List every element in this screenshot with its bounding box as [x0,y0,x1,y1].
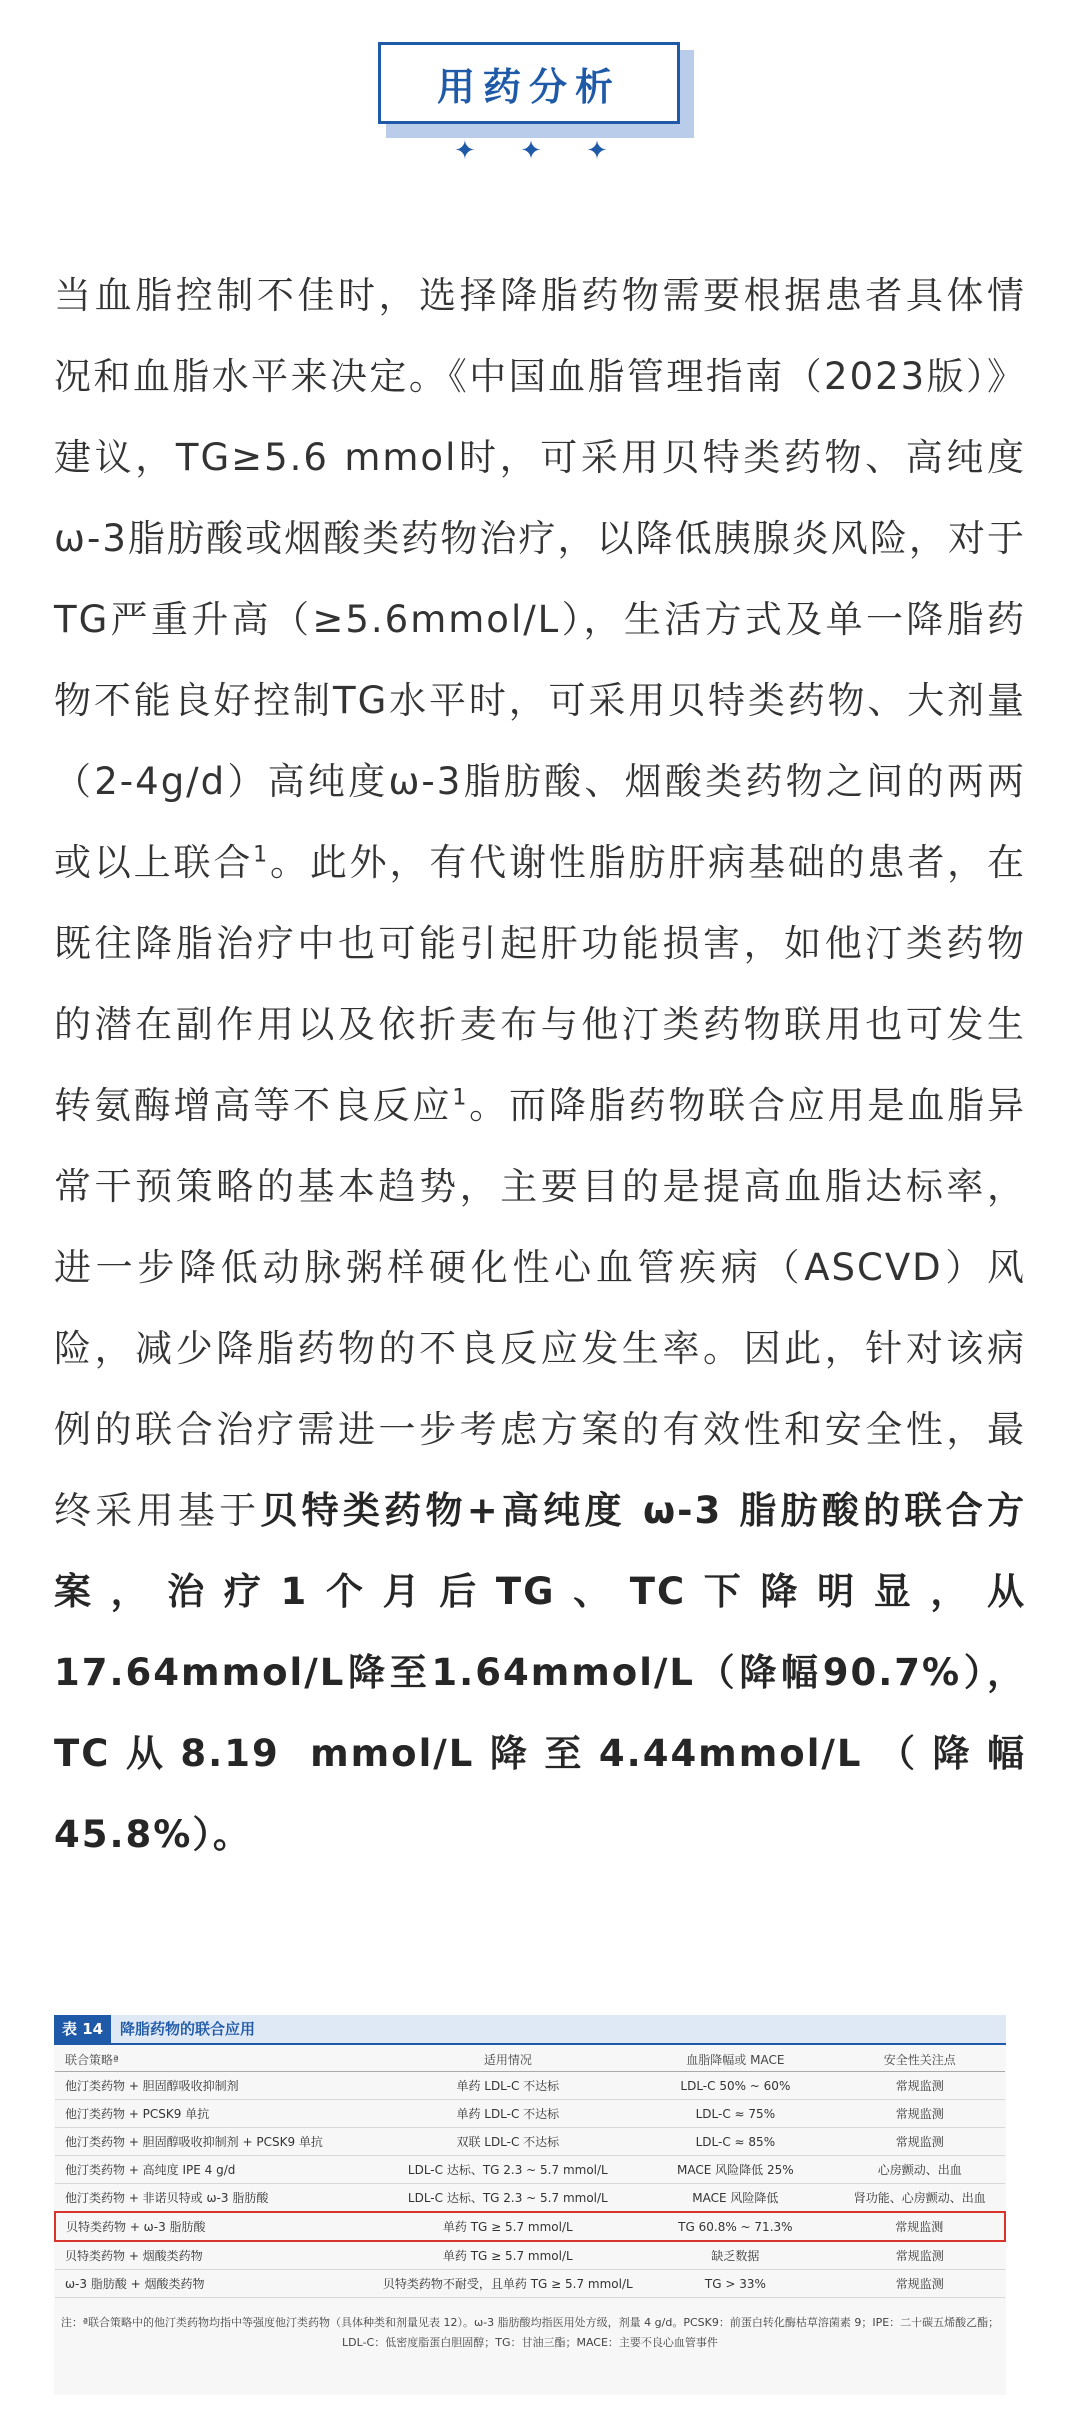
table-cell: 单药 LDL-C 不达标 [379,2100,636,2128]
table-row-highlighted [55,2212,1005,2241]
combination-table [54,2047,1006,2298]
table-header-row [55,2047,1005,2072]
table-cell: LDL-C ≈ 85% [636,2128,834,2156]
column-header: 安全性关注点 [834,2047,1005,2072]
section-header [0,30,1080,180]
table-cell: MACE 风险降低 25% [636,2156,834,2184]
column-header: 联合策略ª [55,2047,379,2072]
section-title: 用药分析 [436,64,621,109]
table-cell: TG > 33% [636,2270,834,2298]
table-cell: 常规监测 [834,2270,1005,2298]
reference-superscript: 1 [452,1085,469,1111]
table-cell: 他汀类药物 + 胆固醇吸收抑制剂 + PCSK9 单抗 [55,2128,379,2156]
table-cell: TG 60.8% ~ 71.3% [636,2212,834,2241]
table-title: 降脂药物的联合应用 [120,2020,256,2038]
table-footnote: 注：ª联合策略中的他汀类药物均指中等强度他汀类药物（具体种类和剂量见表 12）。ω-3 脂肪酸均指医用处方级，剂量 4 g/d。PCSK9：前蛋白转化酶枯草溶菌素 9；IPE：二十碳五烯酸乙酯；LDL-C：低密度脂蛋白胆固醇；TG：甘油三酯；MACE：主要不良心血管事件 [60,2316,1000,2349]
table-cell: 他汀类药物 + 胆固醇吸收抑制剂 [55,2072,379,2100]
table-cell: 贝特类药物 + 烟酸类药物 [55,2241,379,2270]
table-cell: LDL-C 达标、TG 2.3 ~ 5.7 mmol/L [379,2156,636,2184]
article-paragraph-part-3: 。而降脂药物联合应用是血脂异常干预策略的基本趋势，主要目的是提高血脂达标率，进一步降低动脉粥样硬化性心血管疾病（ASCVD）风险，减少降脂药物的不良反应发生率。因此，针对该病例的联合治疗需进一步考虑方案的有效性和安全性，最终采用基于 [54,1084,1027,1532]
section-title-box [378,42,680,124]
column-header: 适用情况 [379,2047,636,2072]
article-bold-result: 贝特类药物+高纯度 ω-3 脂肪酸的联合方案，治疗1个月后TG、TC下降明显，从17.64mmol/L降至1.64mmol/L（降幅90.7%），TC从8.19 mmol/L降至4.44mmol/L（降幅45.8%）。 [54,1489,1026,1856]
table-row [55,2156,1005,2184]
article-paragraph-part-1: 当血脂控制不佳时，选择降脂药物需要根据患者具体情况和血脂水平来决定。《中国血脂管理指南（2023版）》建议，TG≥5.6 mmol时，可采用贝特类药物、高纯度ω-3脂肪酸或烟酸类药物治疗，以降低胰腺炎风险，对于TG严重升高（≥5.6mmol/L），生活方式及单一降脂药物不能良好控制TG水平时，可采用贝特类药物、大剂量（2-4g/d）高纯度ω-3脂肪酸、烟酸类药物之间的两两或以上联合 [54,274,1026,884]
table-cell: 单药 LDL-C 不达标 [379,2072,636,2100]
table-cell: 缺乏数据 [636,2241,834,2270]
table-cell: 双联 LDL-C 不达标 [379,2128,636,2156]
table-cell: 常规监测 [834,2241,1005,2270]
table-row [55,2128,1005,2156]
table-number: 表 14 [54,2015,111,2043]
table-cell: 肾功能、心房颤动、出血 [834,2184,1005,2213]
column-header: 血脂降幅或 MACE [636,2047,834,2072]
table-cell: 常规监测 [834,2128,1005,2156]
star-decoration-icon: ✦ ✦ ✦ [454,136,626,166]
table-cell: LDL-C ≈ 75% [636,2100,834,2128]
table-cell: MACE 风险降低 [636,2184,834,2213]
table-cell: 心房颤动、出血 [834,2156,1005,2184]
table-cell: 单药 TG ≥ 5.7 mmol/L [379,2212,636,2241]
table-cell: 贝特类药物 + ω-3 脂肪酸 [55,2212,379,2241]
table-cell: 贝特类药物不耐受，且单药 TG ≥ 5.7 mmol/L [379,2270,636,2298]
table-cell: 单药 TG ≥ 5.7 mmol/L [379,2241,636,2270]
table-cell: 常规监测 [834,2212,1005,2241]
table-row [55,2072,1005,2100]
lipid-drug-combination-table [54,2015,1006,2395]
table-row [55,2241,1005,2270]
reference-superscript: 1 [253,842,270,868]
table-row [55,2270,1005,2298]
article-paragraph-part-2: 。此外，有代谢性脂肪肝病基础的患者，在既往降脂治疗中也可能引起肝功能损害，如他汀类药物的潜在副作用以及依折麦布与他汀类药物联用也可发生转氨酶增高等不良反应 [54,841,1027,1127]
table-cell: 他汀类药物 + 非诺贝特或 ω-3 脂肪酸 [55,2184,379,2213]
table-cell: LDL-C 50% ~ 60% [636,2072,834,2100]
table-title-bar [54,2015,1006,2045]
table-cell: LDL-C 达标、TG 2.3 ~ 5.7 mmol/L [379,2184,636,2213]
table-row [55,2184,1005,2213]
table-cell: 常规监测 [834,2072,1005,2100]
table-cell: 常规监测 [834,2100,1005,2128]
table-row [55,2100,1005,2128]
article-body [54,255,1026,1875]
table-cell: ω-3 脂肪酸 + 烟酸类药物 [55,2270,379,2298]
table-cell: 他汀类药物 + PCSK9 单抗 [55,2100,379,2128]
table-cell: 他汀类药物 + 高纯度 IPE 4 g/d [55,2156,379,2184]
